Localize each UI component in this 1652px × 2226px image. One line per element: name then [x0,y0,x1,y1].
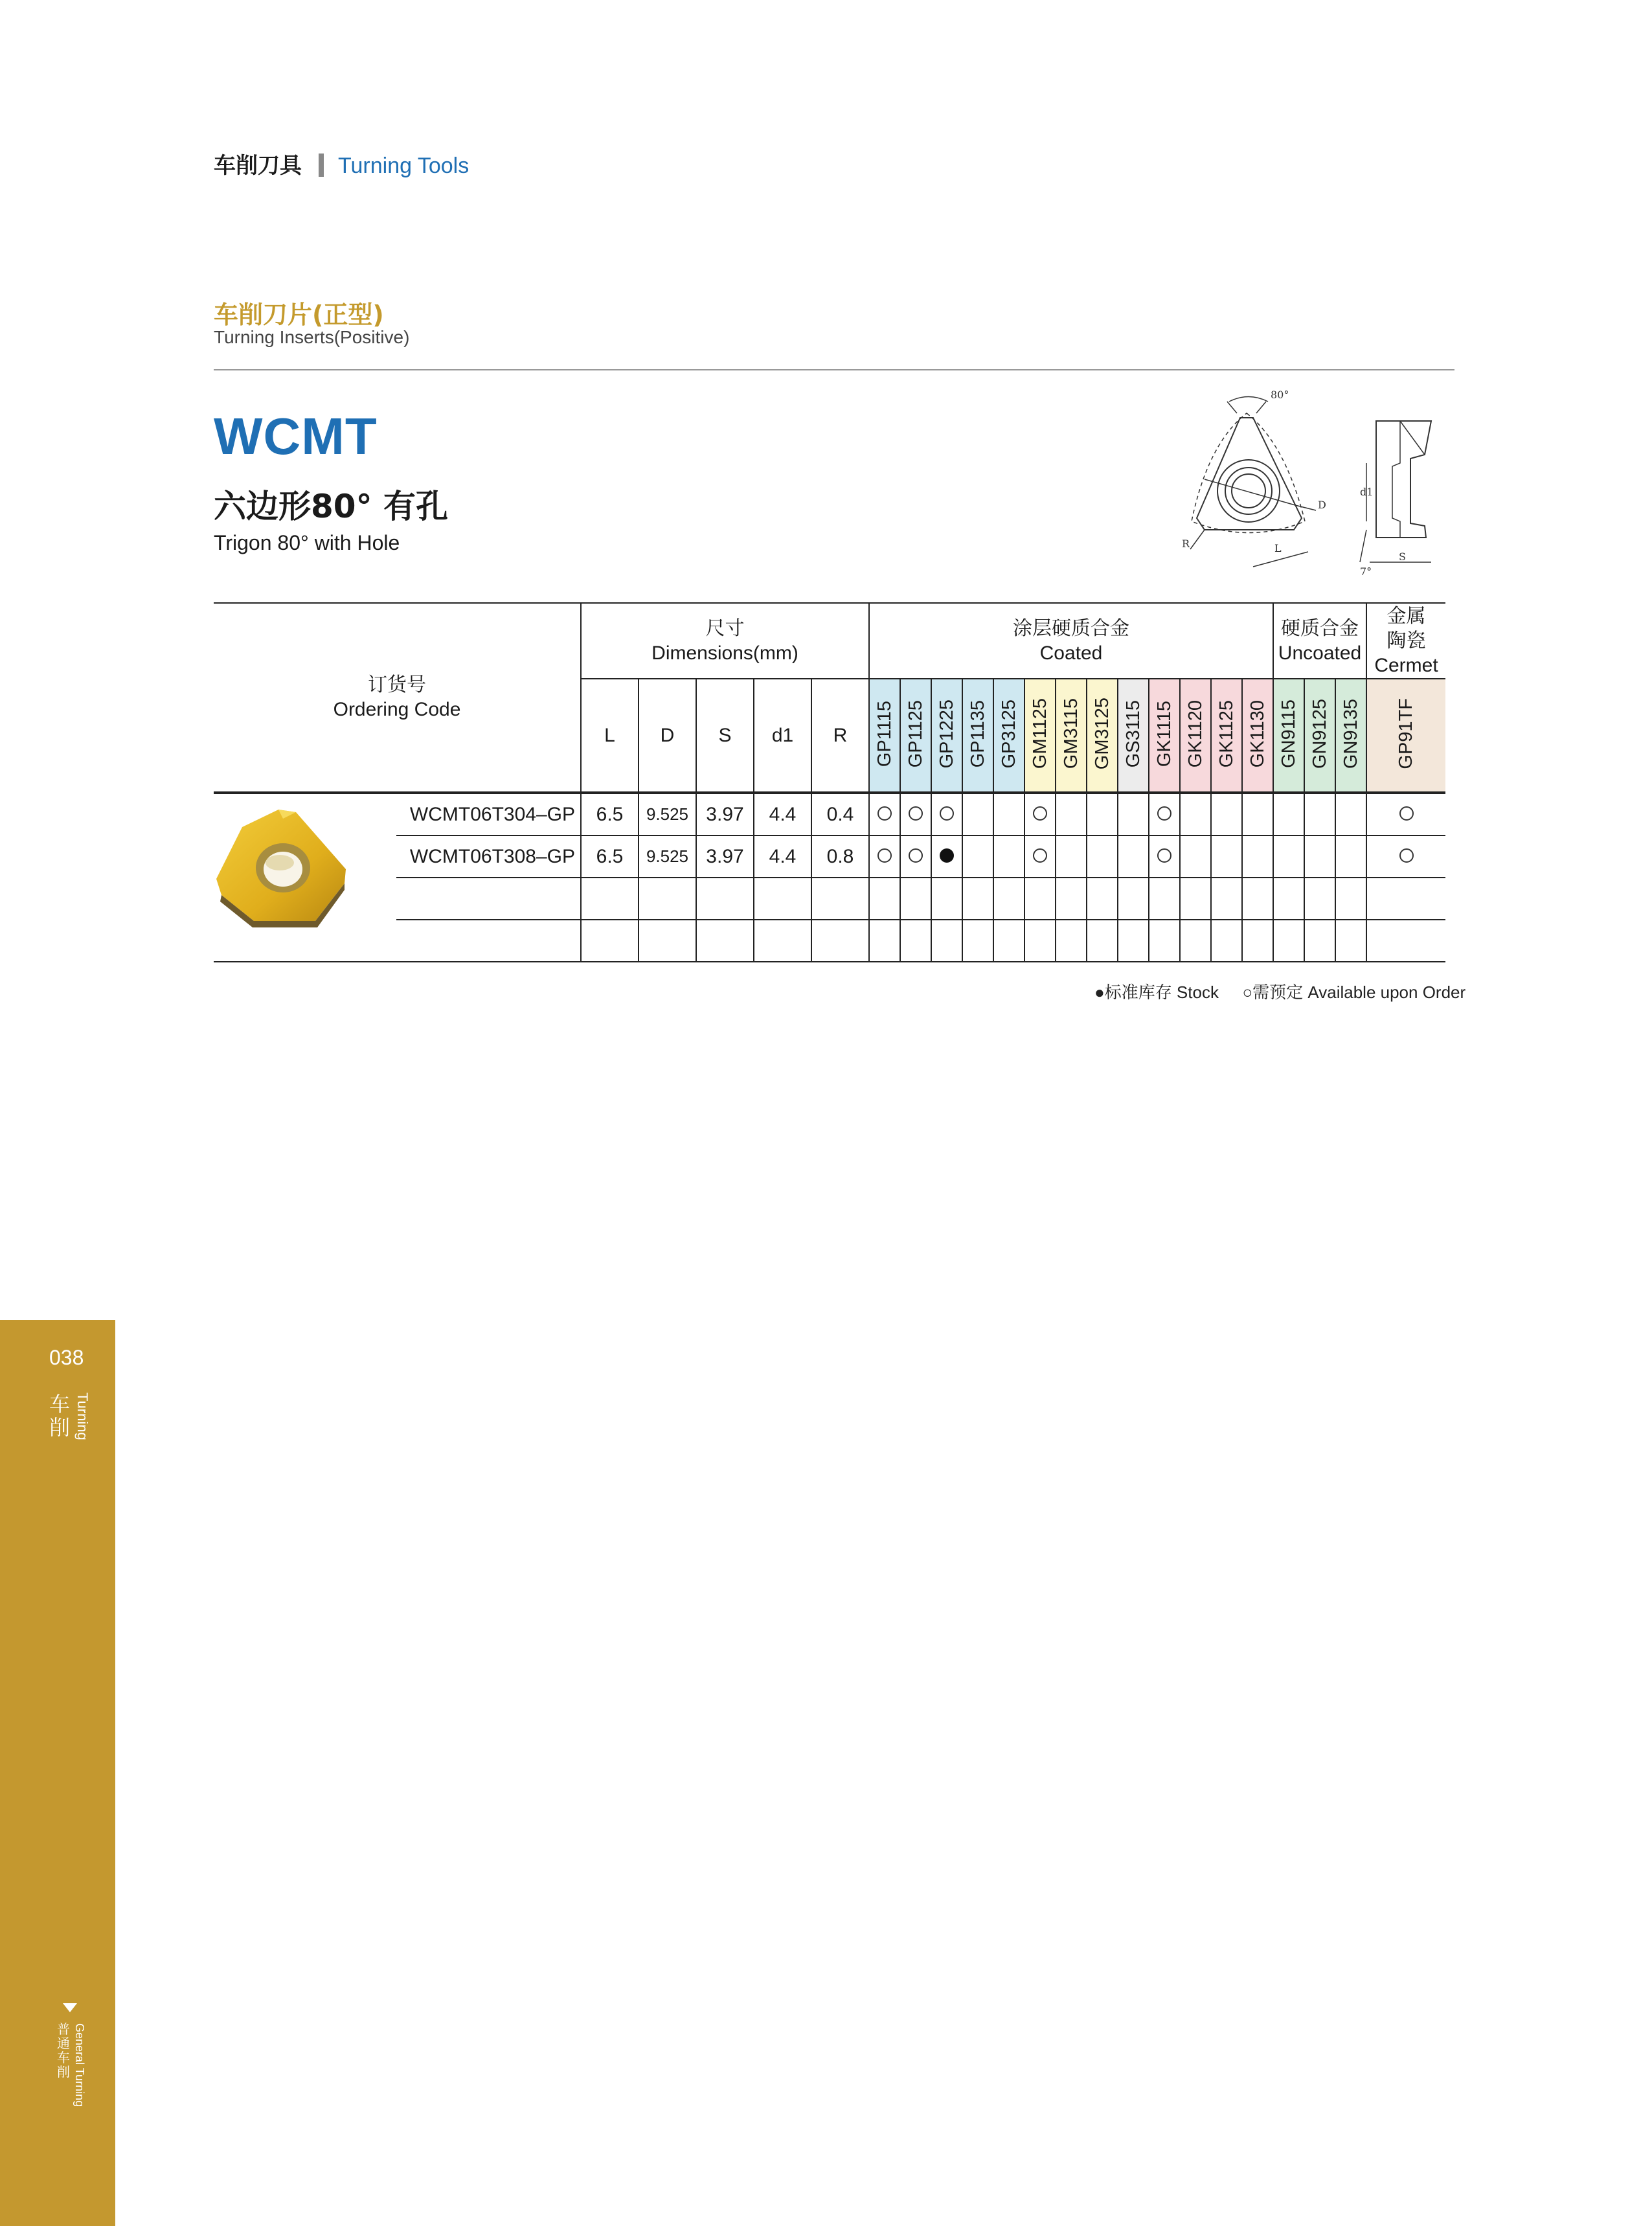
dim-cell-l: 6.5 [581,793,639,835]
grade-availability-cell [1118,835,1149,878]
dim-cell-r: 0.8 [811,835,869,878]
grade-header-gp1125 [900,679,931,793]
available-on-order-icon [1157,806,1171,821]
drawing-l-label: L [1274,542,1282,554]
available-on-order-icon [940,806,954,821]
dim-cell-d [639,878,696,920]
dim-cell-d1 [754,878,811,920]
grade-availability-cell [1273,920,1304,962]
page-number: 038 [49,1346,84,1369]
grade-availability-cell [993,793,1024,835]
available-on-order-icon [1033,848,1047,863]
insert-technical-drawing [1146,382,1444,583]
grade-availability-cell [1118,920,1149,962]
grade-availability-cell [1304,793,1335,835]
grade-availability-cell [1211,878,1242,920]
grade-availability-cell [1304,920,1335,962]
available-on-order-icon [909,848,923,863]
cermet-header: 金属 陶瓷 Cermet [1366,603,1445,679]
header-divider [319,153,324,177]
grade-header-gk1130 [1242,679,1273,793]
grade-availability-cell [1273,793,1304,835]
drawing-d1-label: d1 [1360,486,1374,498]
drawing-d-label: D [1318,499,1326,511]
grade-header-gs3115 [1118,679,1149,793]
grade-label: GN9135 [1340,698,1361,769]
dim-cell-l: 6.5 [581,835,639,878]
drawing-angle-label: 80° [1271,389,1289,401]
available-on-order-icon [1157,848,1171,863]
grade-availability-cell [1149,878,1180,920]
legend-order: ○需预定 Available upon Order [1242,982,1466,1002]
side-bottom-label-en: General Turning [73,2023,86,2107]
grade-availability-cell [1118,793,1149,835]
grade-availability-cell [1180,835,1211,878]
grade-availability-cell [1211,920,1242,962]
grade-availability-cell [1335,793,1366,835]
grade-header-gn9125 [1304,679,1335,793]
spec-table [214,602,1445,962]
grade-availability-cell [1024,793,1056,835]
grade-availability-cell [900,878,931,920]
ordering-code-cell: WCMT06T308–GP [396,835,581,878]
grade-availability-cell [1180,793,1211,835]
grade-header-gp1115 [869,679,900,793]
grade-label: GP1115 [874,700,895,767]
ordering-code-cell: WCMT06T304–GP [396,793,581,835]
grade-label: GK1120 [1184,699,1206,768]
grade-label: GK1115 [1153,700,1175,767]
grade-availability-cell [931,878,962,920]
grade-availability-cell [869,878,900,920]
grade-label: GM1125 [1029,698,1050,769]
dim-cell-s [696,878,754,920]
grade-availability-cell [900,920,931,962]
dim-cell-d1: 4.4 [754,793,811,835]
dim-cell-d1 [754,920,811,962]
grade-availability-cell [1242,878,1273,920]
ordering-code-header: 订货号 Ordering Code [214,603,581,793]
grade-label: GK1130 [1247,699,1268,768]
grade-header-gp3125 [993,679,1024,793]
grade-availability-cell [1087,878,1118,920]
grade-availability-cell [1056,878,1087,920]
grade-header-gk1125 [1211,679,1242,793]
dimensions-header: 尺寸 Dimensions(mm) [581,603,869,679]
grade-label: GP1135 [967,699,988,768]
grade-availability-cell [1180,878,1211,920]
table-row [214,878,1445,920]
grade-availability-cell [1366,793,1445,835]
grade-label: GS3115 [1122,699,1144,768]
grade-availability-cell [1087,793,1118,835]
header-title-cn: 车削刀具 [214,153,302,179]
grade-availability-cell [1304,835,1335,878]
grade-availability-cell [869,793,900,835]
grade-availability-cell [1024,835,1056,878]
grade-header-gp1135 [962,679,993,793]
grade-availability-cell [931,793,962,835]
grade-header-gn9135 [1335,679,1366,793]
dim-col-l: L [581,679,639,793]
drawing-r-label: R [1182,538,1190,550]
insert-product-image [209,798,357,934]
grade-label: GM3125 [1091,698,1113,770]
grade-availability-cell [931,835,962,878]
grade-header-gm3115 [1056,679,1087,793]
page-header [214,148,469,179]
grade-availability-cell [962,793,993,835]
dim-cell-l [581,878,639,920]
dim-col-r: R [811,679,869,793]
grade-availability-cell [869,920,900,962]
dim-cell-d: 9.525 [639,835,696,878]
dim-cell-r: 0.4 [811,793,869,835]
grade-availability-cell [1118,878,1149,920]
dim-cell-s: 3.97 [696,835,754,878]
dim-col-d: D [639,679,696,793]
grade-availability-cell [993,878,1024,920]
dim-col-s: S [696,679,754,793]
grade-label: GN9115 [1278,699,1299,768]
ordering-code-cell [396,920,581,962]
table-row [214,793,1445,835]
grade-availability-cell [1335,878,1366,920]
grade-availability-cell [1335,835,1366,878]
grade-availability-cell [1211,793,1242,835]
section-title-cn: 车削刀片(正型) [214,301,384,329]
available-on-order-icon [1399,806,1414,821]
dim-col-d1: d1 [754,679,811,793]
table-row [214,835,1445,878]
grade-availability-cell [1024,878,1056,920]
grade-availability-cell [1056,793,1087,835]
product-model: WCMT [214,407,378,465]
dim-cell-r [811,920,869,962]
side-tab-label-en: Turning [74,1392,91,1440]
side-tab-label-cn: 车削 [49,1392,70,1440]
product-shape-cn: 六边形80° 有孔 [214,488,448,525]
grade-availability-cell [1149,793,1180,835]
grade-header-gp1225 [931,679,962,793]
grade-availability-cell [993,835,1024,878]
grade-header-gm3125 [1087,679,1118,793]
dim-cell-l [581,920,639,962]
grade-availability-cell [1273,878,1304,920]
grade-label: GP1125 [905,699,926,768]
grade-availability-cell [1024,920,1056,962]
grade-availability-cell [1273,835,1304,878]
drawing-s-label: S [1399,551,1406,563]
grade-availability-cell [993,920,1024,962]
dim-cell-s: 3.97 [696,793,754,835]
grade-availability-cell [1366,920,1445,962]
grade-availability-cell [1304,878,1335,920]
triangle-down-icon [63,2003,77,2012]
grade-availability-cell [1366,835,1445,878]
grade-label: GP1225 [936,699,957,769]
grade-availability-cell [1242,835,1273,878]
available-on-order-icon [877,848,892,863]
dim-cell-s [696,920,754,962]
grade-availability-cell [1149,835,1180,878]
grade-availability-cell [962,920,993,962]
grade-availability-cell [1335,920,1366,962]
dim-cell-d1: 4.4 [754,835,811,878]
grade-availability-cell [869,835,900,878]
in-stock-icon [940,848,954,863]
side-bottom-label-cn: 普通车削 [57,2021,70,2080]
dim-cell-d [639,920,696,962]
side-tab [0,1320,115,2226]
drawing-clearance-label: 7° [1360,565,1372,578]
grade-availability-cell [900,793,931,835]
legend-stock: ●标准库存 Stock [1094,982,1219,1002]
grade-availability-cell [962,835,993,878]
available-on-order-icon [1399,848,1414,863]
section-divider [214,369,1454,370]
grade-availability-cell [1087,920,1118,962]
grade-label: GP91TF [1396,698,1416,769]
grade-availability-cell [1180,920,1211,962]
grade-availability-cell [1056,835,1087,878]
available-on-order-icon [877,806,892,821]
grade-availability-cell [1242,793,1273,835]
grade-header-gp91tf [1366,679,1445,793]
grade-availability-cell [962,878,993,920]
coated-header: 涂层硬质合金 Coated [869,603,1273,679]
grade-availability-cell [1149,920,1180,962]
table-row [214,920,1445,962]
dim-cell-r [811,878,869,920]
grade-availability-cell [1242,920,1273,962]
uncoated-header: 硬质合金 Uncoated [1273,603,1366,679]
grade-label: GP3125 [998,699,1019,769]
grade-availability-cell [1366,878,1445,920]
grade-availability-cell [900,835,931,878]
header-title-en: Turning Tools [338,153,470,178]
product-shape-en: Trigon 80° with Hole [214,531,400,554]
grade-header-gk1120 [1180,679,1211,793]
grade-header-gk1115 [1149,679,1180,793]
grade-header-gn9115 [1273,679,1304,793]
grade-availability-cell [1056,920,1087,962]
grade-availability-cell [1087,835,1118,878]
grade-label: GK1125 [1216,699,1237,768]
grade-label: GM3115 [1060,698,1081,769]
legend [1094,979,1465,1003]
grade-availability-cell [931,920,962,962]
grade-availability-cell [1211,835,1242,878]
section-title-en: Turning Inserts(Positive) [214,327,410,347]
grade-header-gm1125 [1024,679,1056,793]
ordering-code-cell [396,878,581,920]
grade-label: GN9125 [1309,698,1330,769]
available-on-order-icon [1033,806,1047,821]
available-on-order-icon [909,806,923,821]
dim-cell-d: 9.525 [639,793,696,835]
